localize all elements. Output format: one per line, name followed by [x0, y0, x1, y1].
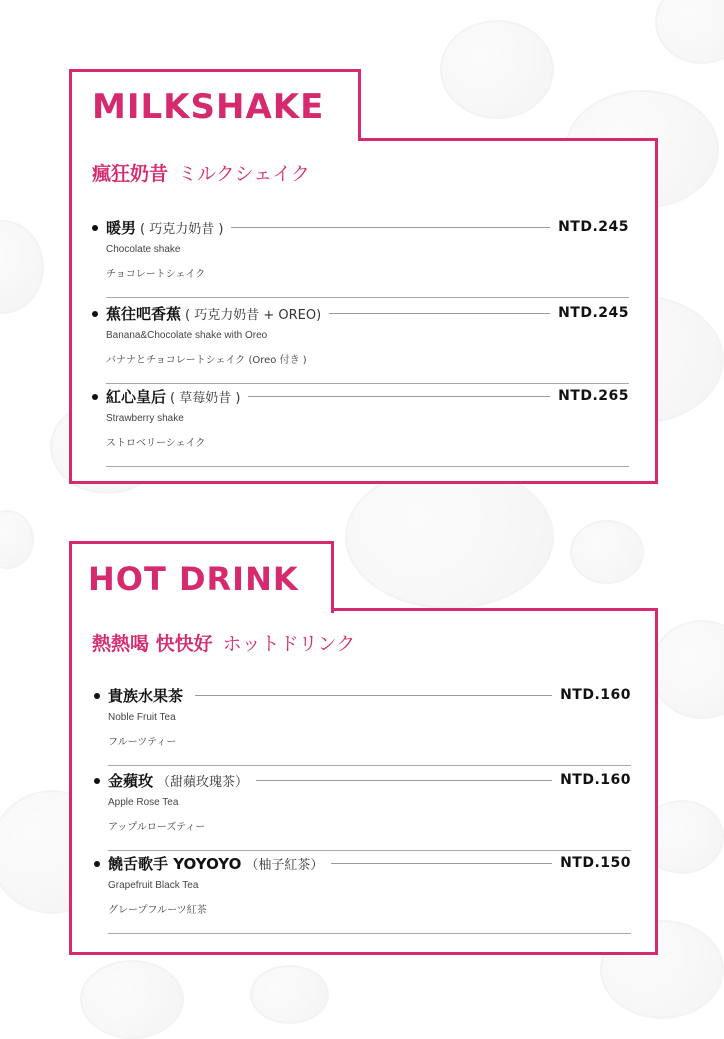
bullet-icon: [92, 225, 98, 231]
item-english-name: Grapefruit Black Tea: [108, 880, 199, 891]
item-description: ( 巧克力奶昔 ): [140, 221, 224, 237]
item-name: 暖男: [106, 218, 137, 237]
item-japanese-name: バナナとチョコレートシェイク (Oreo 付き ): [106, 355, 307, 366]
bubble-decoration: [80, 960, 184, 1039]
menu-item: [94, 852, 631, 934]
item-name: 饒舌歌手 YOYOYO: [108, 854, 242, 873]
bubble-decoration: [0, 510, 34, 569]
item-name: 蕉往吧香蕉: [106, 304, 182, 323]
subtitle-japanese: ホットドリンク: [222, 633, 356, 655]
section-title: HOT DRINK: [88, 559, 299, 598]
item-divider: [106, 466, 629, 467]
item-price: NTD.160: [560, 687, 631, 703]
item-japanese-name: ストロベリーシェイク: [106, 438, 206, 449]
bullet-icon: [94, 778, 100, 784]
item-name: 金蘋玫: [108, 771, 154, 790]
item-price: NTD.245: [558, 305, 629, 321]
bubble-decoration: [570, 520, 644, 584]
item-divider: [108, 850, 631, 851]
item-english-name: Banana&Chocolate shake with Oreo: [106, 330, 268, 341]
item-description: ( 草莓奶昔 ): [170, 390, 241, 406]
bullet-icon: [92, 311, 98, 317]
item-description: ( 巧克力奶昔 + OREO): [185, 307, 322, 323]
bubble-decoration: [650, 620, 724, 719]
subtitle-japanese: ミルクシェイク: [178, 163, 310, 185]
item-japanese-name: チョコレートシェイク: [106, 269, 206, 280]
item-english-name: Apple Rose Tea: [108, 797, 179, 808]
item-divider: [106, 297, 629, 298]
leader-line: [256, 780, 552, 781]
subtitle-chinese: 瘋狂奶昔: [92, 163, 169, 185]
leader-line: [195, 695, 552, 696]
menu-item: [94, 684, 631, 766]
menu-item: [92, 216, 629, 298]
item-japanese-name: グレープフルーツ紅茶: [108, 905, 207, 916]
item-english-name: Strawberry shake: [106, 413, 184, 424]
item-price: NTD.160: [560, 772, 631, 788]
leader-line: [331, 863, 552, 864]
leader-line: [248, 396, 550, 397]
section-panel: [69, 608, 658, 955]
menu-item: [94, 769, 631, 851]
item-price: NTD.265: [558, 388, 629, 404]
section-panel: [69, 138, 658, 484]
section-subtitle: [92, 629, 355, 656]
bubble-decoration: [440, 20, 554, 119]
item-price: NTD.245: [558, 219, 629, 235]
item-divider: [108, 765, 631, 766]
item-name: 紅心皇后: [106, 387, 167, 406]
leader-line: [329, 313, 550, 314]
bullet-icon: [94, 693, 100, 699]
item-divider: [106, 383, 629, 384]
section-tab: [69, 69, 361, 141]
item-divider: [108, 933, 631, 934]
leader-line: [231, 227, 550, 228]
bubble-decoration: [0, 220, 44, 314]
section-title: MILKSHAKE: [92, 86, 325, 127]
item-japanese-name: フルーツティー: [108, 737, 177, 748]
item-english-name: Noble Fruit Tea: [108, 712, 176, 723]
item-price: NTD.150: [560, 855, 631, 871]
bullet-icon: [94, 861, 100, 867]
bullet-icon: [92, 394, 98, 400]
item-description: （柚子紅茶）: [245, 857, 324, 873]
subtitle-chinese: 熱熱喝 快快好: [92, 633, 213, 655]
menu-item: [92, 302, 629, 384]
item-description: （甜蘋玫瑰茶）: [157, 774, 249, 790]
bubble-decoration: [655, 0, 724, 64]
bubble-decoration: [250, 965, 329, 1024]
section-subtitle: [92, 159, 310, 186]
item-japanese-name: アップルローズティー: [108, 822, 206, 833]
menu-item: [92, 385, 629, 467]
item-name: 貴族水果茶: [108, 686, 184, 705]
section-tab: [69, 541, 334, 613]
item-english-name: Chocolate shake: [106, 244, 181, 255]
bubble-decoration: [345, 465, 554, 609]
